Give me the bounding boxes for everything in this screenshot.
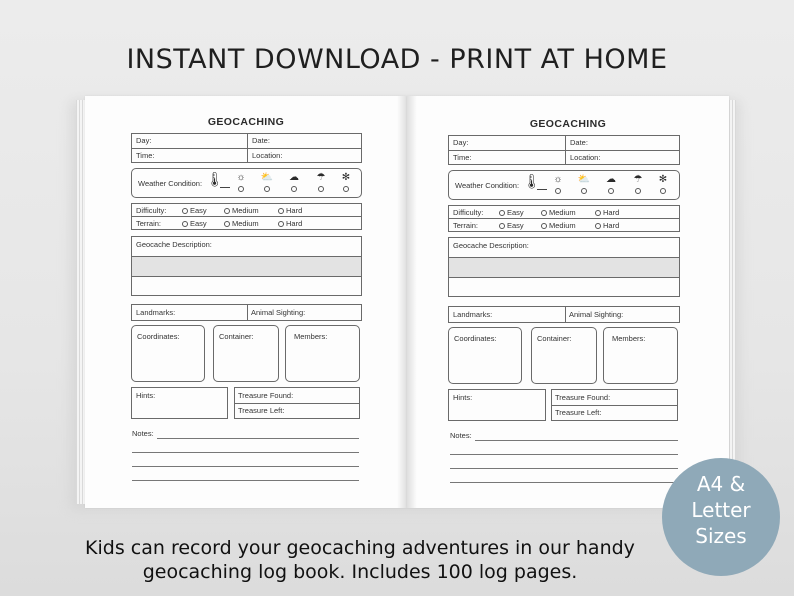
landmarks-label: Landmarks: (136, 308, 176, 317)
weather-label: Weather Condition: (138, 179, 203, 188)
hints-box (131, 387, 228, 419)
difficulty-easy[interactable]: Easy (499, 208, 524, 217)
treasure-left-label: Treasure Left: (555, 408, 602, 417)
members-box (603, 327, 678, 384)
badge-line-3: Sizes (695, 524, 747, 548)
time-label: Time: (453, 153, 472, 162)
members-label: Members: (294, 332, 328, 341)
members-label: Members: (612, 334, 646, 343)
terrain-hard[interactable]: Hard (278, 219, 302, 228)
badge-line-2: Letter (691, 498, 751, 522)
location-label: Location: (570, 153, 601, 162)
difficulty-hard[interactable]: Hard (595, 208, 619, 217)
terrain-easy[interactable]: Easy (499, 221, 524, 230)
description-label: Geocache Description: (453, 241, 529, 250)
notes-label: Notes: (132, 429, 154, 438)
difficulty-label: Difficulty: (453, 208, 484, 217)
info-box (131, 133, 362, 163)
date-label: Date: (570, 138, 588, 147)
treasure-found-label: Treasure Found: (238, 391, 294, 400)
snow-cloud-icon: ☁ (606, 174, 616, 185)
thermometer-icon: 🌡 (206, 171, 224, 187)
weather-box (131, 168, 362, 198)
terrain-easy[interactable]: Easy (182, 219, 207, 228)
time-label: Time: (136, 151, 155, 160)
treasure-box (234, 387, 360, 419)
umbrella-icon: ☂ (633, 174, 643, 185)
difficulty-hard[interactable]: Hard (278, 206, 302, 215)
info-box (448, 135, 680, 165)
coordinates-label: Coordinates: (137, 332, 180, 341)
treasure-left-label: Treasure Left: (238, 406, 285, 415)
notes-label: Notes: (450, 431, 472, 440)
difficulty-label: Difficulty: (136, 206, 167, 215)
day-label: Day: (453, 138, 469, 147)
difficulty-medium[interactable]: Medium (224, 206, 259, 215)
landmarks-label: Landmarks: (453, 310, 493, 319)
landmarks-box (448, 306, 680, 323)
location-label: Location: (252, 151, 283, 160)
page-title: GEOCACHING (529, 118, 607, 130)
animal-sighting-label: Animal Sighting: (569, 310, 624, 319)
headline: INSTANT DOWNLOAD - PRINT AT HOME (126, 44, 668, 75)
log-page-left (85, 96, 407, 508)
partly-cloudy-icon: ⛅ (577, 174, 591, 185)
landmarks-box (131, 304, 362, 321)
terrain-medium[interactable]: Medium (541, 221, 576, 230)
treasure-found-label: Treasure Found: (555, 393, 611, 402)
date-label: Date: (252, 136, 270, 145)
day-label: Day: (136, 136, 152, 145)
animal-sighting-label: Animal Sighting: (251, 308, 306, 317)
wind-icon: ✻ (658, 174, 668, 185)
difficulty-box (448, 205, 680, 232)
terrain-medium[interactable]: Medium (224, 219, 259, 228)
coordinates-box (131, 325, 205, 382)
container-box (531, 327, 597, 384)
book-spine (397, 96, 417, 508)
container-label: Container: (219, 332, 254, 341)
terrain-label: Terrain: (136, 219, 162, 228)
sun-icon: ☼ (553, 174, 563, 185)
partly-cloudy-icon: ⛅ (260, 172, 274, 183)
caption-line-2: geocaching log book. Includes 100 log pages. (142, 561, 578, 583)
wind-icon: ✻ (341, 172, 351, 183)
container-box (213, 325, 279, 382)
weather-label: Weather Condition: (455, 181, 520, 190)
difficulty-box (131, 203, 362, 230)
log-page-right (407, 96, 729, 508)
sun-icon: ☼ (236, 172, 246, 183)
page-title: GEOCACHING (207, 116, 285, 128)
weather-box (448, 170, 680, 200)
container-label: Container: (537, 334, 572, 343)
terrain-label: Terrain: (453, 221, 479, 230)
description-box (131, 236, 362, 296)
badge-line-1: A4 & (696, 472, 746, 496)
hints-box (448, 389, 546, 421)
treasure-box (551, 389, 678, 421)
thermometer-icon: 🌡 (523, 173, 541, 189)
hints-label: Hints: (136, 391, 156, 400)
snow-cloud-icon: ☁ (289, 172, 299, 183)
terrain-hard[interactable]: Hard (595, 221, 619, 230)
coordinates-label: Coordinates: (454, 334, 497, 343)
umbrella-icon: ☂ (316, 172, 326, 183)
description-box (448, 237, 680, 297)
caption-line-1: Kids can record your geocaching adventures in our handy (85, 537, 635, 559)
difficulty-medium[interactable]: Medium (541, 208, 576, 217)
coordinates-box (448, 327, 522, 384)
hints-label: Hints: (453, 393, 473, 402)
description-label: Geocache Description: (136, 240, 212, 249)
members-box (285, 325, 360, 382)
difficulty-easy[interactable]: Easy (182, 206, 207, 215)
